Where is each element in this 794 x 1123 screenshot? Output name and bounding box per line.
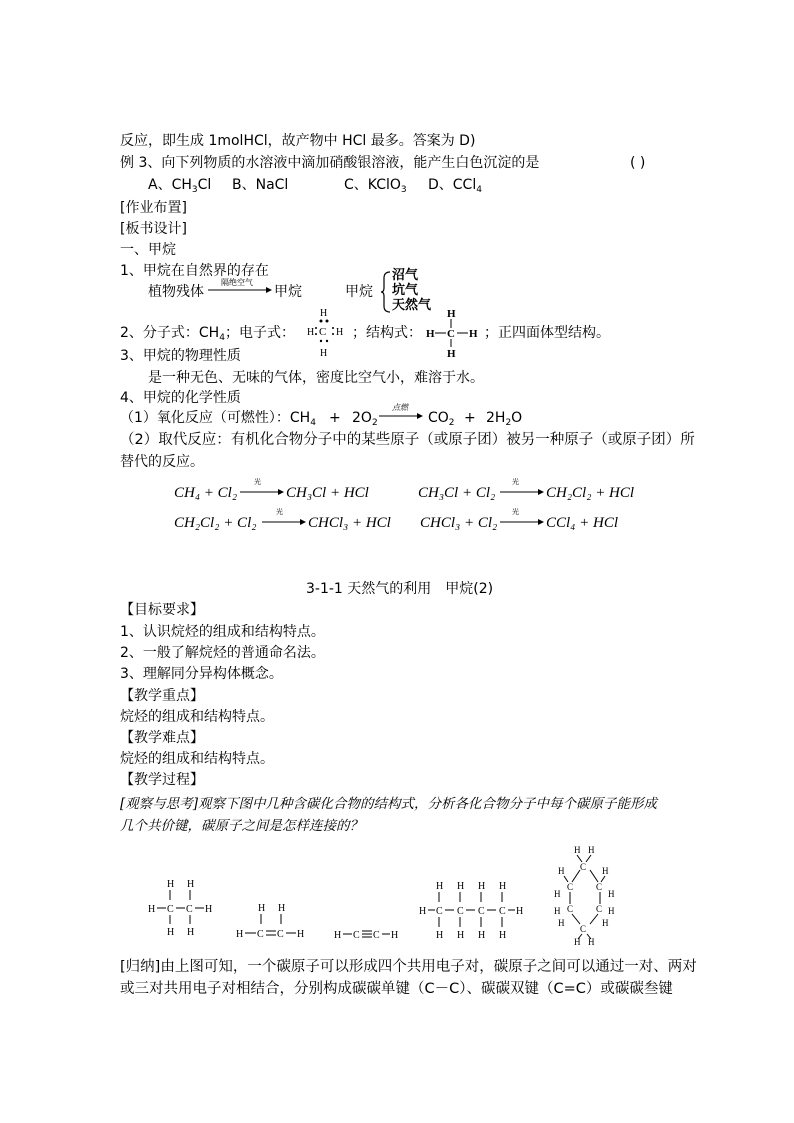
svg-text:C: C <box>580 862 587 872</box>
ethylene-structure <box>232 898 312 946</box>
ethane-structure <box>140 870 220 942</box>
svg-text:H: H <box>297 929 305 940</box>
svg-text:C: C <box>478 906 485 917</box>
right-arrow-icon <box>500 488 544 496</box>
carbon-dioxide: $CO_2$ <box>428 410 455 428</box>
right-arrow-icon <box>500 518 544 526</box>
methane-label: 甲烷 <box>345 284 373 300</box>
observe-prompt-end: 几个共价键，碳原子之间是怎样连接的？ <box>120 818 363 834</box>
svg-text:H: H <box>320 308 328 319</box>
item-existence: 1、甲烷在自然界的存在 <box>120 263 269 279</box>
svg-text:C: C <box>353 930 360 941</box>
light-label: 光 <box>512 478 519 486</box>
right-arrow-icon <box>379 412 423 420</box>
equation-1-reactants: CH₄ + Cl₂ <box>174 485 238 501</box>
svg-text:H: H <box>320 348 328 359</box>
svg-text:H: H <box>588 937 595 946</box>
goal-2: 2、一般了解烷烃的普通命名法。 <box>120 645 325 661</box>
svg-text:H: H <box>334 930 342 941</box>
oxidation-label: （1）氧化反应（可燃性）：$CH_4$ <box>120 410 316 428</box>
svg-text:H: H <box>608 906 615 916</box>
svg-text:H: H <box>258 903 266 914</box>
svg-text:H: H <box>436 930 444 941</box>
svg-text:C: C <box>580 924 587 934</box>
svg-text:H: H <box>516 906 524 917</box>
svg-text:H: H <box>391 930 399 941</box>
svg-text:C: C <box>373 930 380 941</box>
equation-2-products: CH₂Cl₂ + HCl <box>546 485 635 501</box>
svg-text:H: H <box>307 327 315 338</box>
physical-description: 是一种无色、无味的气体，密度比空气小，难溶于水。 <box>148 370 484 386</box>
option-b: B、NaCl <box>232 177 289 193</box>
svg-text:C: C <box>167 904 174 915</box>
methane-product: 甲烷 <box>274 284 302 300</box>
svg-text:H: H <box>167 879 175 890</box>
svg-text:H: H <box>478 881 486 892</box>
svg-text:C: C <box>567 882 574 892</box>
svg-text:C: C <box>186 904 193 915</box>
svg-text:H: H <box>588 845 595 855</box>
equation-3-reactants: CH₂Cl₂ + Cl₂ <box>174 515 257 531</box>
svg-text:H: H <box>148 904 156 915</box>
svg-text:H: H <box>167 927 175 938</box>
equation-4-products: CCl₄ + HCl <box>546 515 619 531</box>
goal-1: 1、认识烷烃的组成和结构特点。 <box>120 624 325 640</box>
svg-text:H: H <box>602 918 609 928</box>
svg-text:C: C <box>596 904 603 914</box>
goal-heading: 【目标要求】 <box>120 602 204 618</box>
svg-text:H: H <box>602 866 609 876</box>
butane-structure <box>416 872 532 944</box>
svg-text:H: H <box>236 929 244 940</box>
svg-text:H: H <box>499 881 507 892</box>
equation-4-reactants: CHCl₃ + Cl₂ <box>420 515 498 531</box>
equation-3-products: CHCl₃ + HCl <box>308 515 391 531</box>
oxygen: $2O_2$ <box>352 410 378 428</box>
equation-2-reactants: CH₃Cl + Cl₂ <box>418 485 496 501</box>
process-heading: 【教学过程】 <box>120 772 204 788</box>
focus-text: 烷烃的组成和结构特点。 <box>120 709 274 725</box>
light-label: 光 <box>512 508 519 516</box>
svg-text:C: C <box>277 929 284 940</box>
svg-text:H: H <box>278 903 286 914</box>
svg-text:C: C <box>596 882 603 892</box>
light-label: 光 <box>254 478 261 486</box>
brace-item-marsh-gas: 沼气 <box>392 268 419 283</box>
brace-item-mine-gas: 坑气 <box>392 283 419 298</box>
right-arrow-icon <box>208 286 272 294</box>
svg-text:H: H <box>469 328 478 340</box>
board-heading: [板书设计] <box>120 221 187 237</box>
observe-prompt: [观察与思考]观察下图中几种含碳化合物的结构式，分析各化合物分子中每个碳原子能形成 <box>120 796 658 812</box>
homework-heading: [作业布置] <box>120 200 187 216</box>
svg-text:C: C <box>447 328 455 340</box>
arrow-label-no-air: 隔绝空气 <box>221 278 253 287</box>
section-methane: 一、甲烷 <box>120 242 176 258</box>
svg-text:H: H <box>574 845 581 855</box>
ignite-label: 点燃 <box>392 403 408 412</box>
svg-text:H: H <box>187 927 195 938</box>
difficulty-heading: 【教学难点】 <box>120 730 204 746</box>
methane-structural-formula <box>424 306 484 360</box>
item-chemical: 4、甲烷的化学性质 <box>120 390 241 406</box>
svg-text:H: H <box>436 881 444 892</box>
focus-heading: 【教学重点】 <box>120 688 204 704</box>
plus-sign: + <box>464 410 476 426</box>
svg-text:H: H <box>608 889 615 899</box>
line-answer: 反应，即生成 1molHCl，故产物中 HCl 最多。答案为 D) <box>120 133 476 149</box>
svg-text:C: C <box>457 906 464 917</box>
left-brace-icon <box>380 270 392 314</box>
right-arrow-icon <box>240 488 284 496</box>
tetrahedral-note: ；正四面体型结构。 <box>484 325 610 341</box>
svg-text:C: C <box>499 906 506 917</box>
svg-text:H: H <box>478 930 486 941</box>
right-arrow-icon <box>262 518 306 526</box>
summary-text-continued: 或三对共用电子对相结合，分别构成碳碳单键（C－C）、碳碳双键（C=C）或碳碳叁键 <box>120 981 673 997</box>
electron-dot-formula <box>304 304 352 360</box>
answer-bracket: ( ) <box>630 155 646 171</box>
structural-label: ；结构式： <box>352 325 422 341</box>
summary-text: [归纳]由上图可知，一个碳原子可以形成四个共用电子对，碳原子之间可以通过一对、两对 <box>120 959 697 975</box>
brace-item-natural-gas: 天然气 <box>392 298 432 313</box>
item-physical: 3、甲烷的物理性质 <box>120 348 241 364</box>
option-c: C、KClO$_3$ <box>344 177 407 195</box>
svg-text:C: C <box>567 904 574 914</box>
svg-text:H: H <box>574 937 581 946</box>
svg-text:H: H <box>457 881 465 892</box>
svg-text:H: H <box>554 889 561 899</box>
svg-text:H: H <box>558 918 565 928</box>
svg-text:H: H <box>558 866 565 876</box>
svg-text:C: C <box>257 929 264 940</box>
svg-text:H: H <box>554 906 561 916</box>
svg-text:H: H <box>187 879 195 890</box>
svg-text:C: C <box>436 906 443 917</box>
svg-text:H: H <box>499 930 507 941</box>
svg-text:H: H <box>426 328 435 340</box>
svg-text:H: H <box>419 906 427 917</box>
plant-residue: 植物残体 <box>148 284 204 300</box>
acetylene-structure <box>330 924 402 944</box>
example-3-question: 例 3、向下列物质的水溶液中滴加硝酸银溶液，能产生白色沉淀的是 <box>120 155 540 171</box>
difficulty-text: 烷烃的组成和结构特点。 <box>120 751 274 767</box>
substitution-definition-end: 替代的反应。 <box>120 454 204 470</box>
lesson-title: 3-1-1 天然气的利用 甲烷(2) <box>306 581 494 597</box>
svg-text:H: H <box>447 308 456 320</box>
svg-text:H: H <box>447 348 456 360</box>
light-label: 光 <box>276 508 283 516</box>
svg-text:C: C <box>319 326 327 338</box>
goal-3: 3、理解同分异构体概念。 <box>120 666 283 682</box>
svg-text:H: H <box>457 930 465 941</box>
substitution-definition: （2）取代反应：有机化合物分子中的某些原子（或原子团）被另一种原子（或原子团）所 <box>120 432 695 448</box>
option-d: D、CCl$_4$ <box>428 177 482 195</box>
item-formula: 2、分子式：$CH_4$；电子式： <box>120 325 295 343</box>
option-a: A、$CH_3Cl$ <box>148 177 212 195</box>
water: $2H_2O$ <box>486 410 523 428</box>
svg-text:H: H <box>205 904 213 915</box>
cyclohexane-structure <box>550 842 620 946</box>
plus-sign: + <box>329 410 341 426</box>
equation-1-products: CH₃Cl + HCl <box>286 485 369 501</box>
svg-text:H: H <box>336 327 344 338</box>
